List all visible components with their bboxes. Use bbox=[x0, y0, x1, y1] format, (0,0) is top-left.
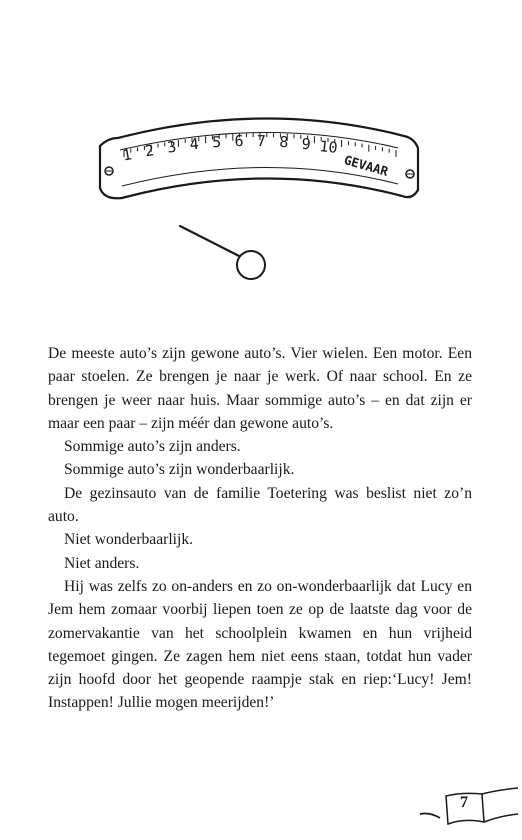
page-number: 7 bbox=[460, 794, 468, 811]
gauge-number: 3 bbox=[166, 137, 178, 157]
gauge-number: 4 bbox=[189, 134, 200, 154]
danger-gauge-illustration bbox=[0, 0, 522, 300]
gauge-number: 7 bbox=[256, 132, 266, 151]
paragraph: Sommige auto’s zijn wonderbaarlijk. bbox=[64, 461, 295, 479]
paragraph: De gezinsauto van de familie Toetering was beslist niet zo’n auto. bbox=[48, 484, 472, 526]
gauge-number: 10 bbox=[318, 137, 339, 157]
gauge-danger-label: GEVAAR bbox=[342, 152, 390, 179]
gauge-number: 2 bbox=[143, 141, 156, 161]
gauge-number: 5 bbox=[211, 132, 222, 152]
gauge-number: 1 bbox=[121, 145, 134, 165]
gauge-number: 8 bbox=[278, 132, 289, 152]
gauge-needle-hub bbox=[237, 251, 265, 279]
paragraph: De meeste auto’s zijn gewone auto’s. Vier wielen. Een motor. Een paar stoelen. Ze brengen je naar je werk. Of naar school. En ze brengen je weer naar huis. Maar sommige auto’s – en dat zijn er maar een paar – zijn méér dan gewone auto’s. bbox=[48, 345, 472, 432]
gauge-number: 6 bbox=[234, 132, 244, 151]
paragraph: Niet anders. bbox=[64, 554, 140, 572]
paragraph: Hij was zelfs zo on-anders en zo on-wonderbaarlijk dat Lucy en Jem hem zomaar voorbij liepen toen ze op de laatste dag voor de zomervakantie van het schoolplein kwamen en hun vrijheid tegemoet gingen. Ze zagen hem niet eens staan, totdat hun vader zijn hoofd door het geopende raampje stak en riep:‘Lucy! Jem! Instappen! Jullie mogen meerijden!’ bbox=[48, 577, 472, 712]
paragraph: Sommige auto’s zijn anders. bbox=[64, 438, 241, 456]
gauge-needle bbox=[180, 226, 243, 258]
story-text bbox=[48, 342, 472, 715]
paragraph: Niet wonderbaarlijk. bbox=[64, 531, 194, 549]
gauge-number: 9 bbox=[301, 134, 312, 154]
gauge-numbers bbox=[121, 132, 338, 165]
